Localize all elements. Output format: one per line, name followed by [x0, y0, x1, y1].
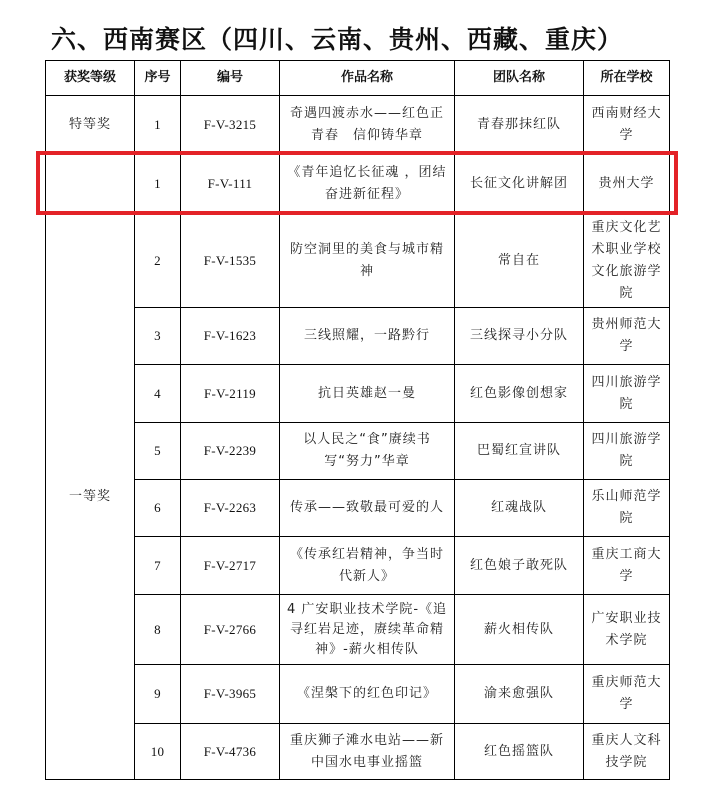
table-row	[46, 365, 670, 423]
cell-seq: 7	[135, 537, 181, 595]
cell-code: F-V-1623	[181, 308, 280, 365]
cell-code: F-V-2263	[181, 480, 280, 537]
section-title: 六、西南赛区（四川、云南、贵州、西藏、重庆）	[51, 25, 624, 54]
cell-work: 《涅槃下的红色印记》	[280, 665, 455, 724]
cell-work: 4 广安职业技术学院-《追寻红岩足迹，赓续革命精神》-薪火相传队	[280, 595, 455, 665]
cell-code: F-V-3965	[181, 665, 280, 724]
table-row	[46, 665, 670, 724]
cell-work: 重庆狮子滩水电站——新中国水电事业摇篮	[280, 724, 455, 780]
table-row	[46, 96, 670, 154]
header-work: 作品名称	[280, 61, 455, 96]
table-row	[46, 308, 670, 365]
table-row	[46, 154, 670, 214]
award-level-first: 一等奖	[46, 214, 135, 780]
cell-level-empty	[46, 154, 135, 214]
cell-school: 西南财经大学	[584, 96, 670, 154]
table-row	[46, 423, 670, 480]
cell-school: 四川旅游学院	[584, 365, 670, 423]
cell-team: 青春那抹红队	[455, 96, 584, 154]
cell-seq: 9	[135, 665, 181, 724]
cell-work: 三线照耀，一路黔行	[280, 308, 455, 365]
cell-code: F-V-2717	[181, 537, 280, 595]
cell-team: 红色影像创想家	[455, 365, 584, 423]
cell-school: 重庆工商大学	[584, 537, 670, 595]
table-row	[46, 537, 670, 595]
cell-seq: 2	[135, 214, 181, 308]
header-level: 获奖等级	[46, 61, 135, 96]
cell-seq: 5	[135, 423, 181, 480]
cell-seq: 8	[135, 595, 181, 665]
cell-school: 贵州师范大学	[584, 308, 670, 365]
cell-code: F-V-2119	[181, 365, 280, 423]
cell-work: 以人民之“食”赓续书写“努力”华章	[280, 423, 455, 480]
cell-seq: 10	[135, 724, 181, 780]
cell-team: 红色娘子敢死队	[455, 537, 584, 595]
cell-school: 重庆文化艺术职业学校文化旅游学院	[584, 214, 670, 308]
cell-seq: 6	[135, 480, 181, 537]
cell-seq: 3	[135, 308, 181, 365]
cell-team: 渝来愈强队	[455, 665, 584, 724]
cell-school: 重庆师范大学	[584, 665, 670, 724]
cell-code: F-V-3215	[181, 96, 280, 154]
table-row	[46, 595, 670, 665]
cell-work: 《传承红岩精神，争当时代新人》	[280, 537, 455, 595]
cell-school: 贵州大学	[584, 154, 670, 214]
table-row	[46, 724, 670, 780]
table-row	[46, 214, 670, 308]
header-school: 所在学校	[584, 61, 670, 96]
cell-school: 四川旅游学院	[584, 423, 670, 480]
cell-school: 广安职业技术学院	[584, 595, 670, 665]
cell-code: F-V-2766	[181, 595, 280, 665]
awards-table	[45, 60, 670, 780]
cell-seq: 4	[135, 365, 181, 423]
cell-team: 三线探寻小分队	[455, 308, 584, 365]
cell-work: 抗日英雄赵一曼	[280, 365, 455, 423]
cell-code: F-V-2239	[181, 423, 280, 480]
header-team: 团队名称	[455, 61, 584, 96]
header-seq: 序号	[135, 61, 181, 96]
header-code: 编号	[181, 61, 280, 96]
cell-code: F-V-4736	[181, 724, 280, 780]
cell-school: 重庆人文科技学院	[584, 724, 670, 780]
cell-work: 奇遇四渡赤水——红色正青春 信仰铸华章	[280, 96, 455, 154]
cell-team: 常自在	[455, 214, 584, 308]
award-level-special: 特等奖	[46, 96, 135, 154]
cell-code: F-V-111	[181, 154, 280, 214]
cell-team: 长征文化讲解团	[455, 154, 584, 214]
cell-seq: 1	[135, 154, 181, 214]
header-row	[46, 61, 670, 96]
cell-team: 薪火相传队	[455, 595, 584, 665]
cell-team: 巴蜀红宣讲队	[455, 423, 584, 480]
table-row	[46, 480, 670, 537]
cell-work: 《青年追忆长征魂 ，团结奋进新征程》	[280, 154, 455, 214]
cell-team: 红魂战队	[455, 480, 584, 537]
cell-work: 防空洞里的美食与城市精神	[280, 214, 455, 308]
cell-school: 乐山师范学院	[584, 480, 670, 537]
cell-work: 传承——致敬最可爱的人	[280, 480, 455, 537]
cell-seq: 1	[135, 96, 181, 154]
cell-team: 红色摇篮队	[455, 724, 584, 780]
cell-code: F-V-1535	[181, 214, 280, 308]
